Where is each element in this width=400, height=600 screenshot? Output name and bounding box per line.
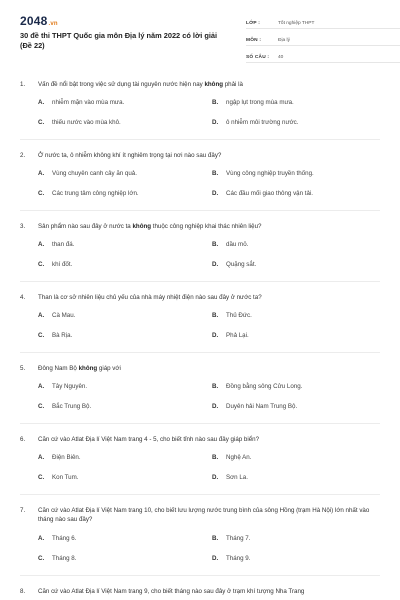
question-divider (20, 139, 380, 140)
option-letter: A. (38, 99, 45, 106)
question-number: 8. (20, 588, 26, 595)
option-text: Vùng chuyên canh cây ăn quả. (52, 170, 137, 177)
option-text: Tháng 7. (226, 535, 251, 542)
option-text: than đá. (52, 241, 75, 248)
option-letter: D. (212, 332, 219, 339)
answer-option-b[interactable] (212, 454, 251, 461)
question-5 (20, 364, 380, 373)
question-2 (20, 151, 380, 160)
question-text-pre: Ở nước ta, ô nhiễm không khí ít nghiêm trọng tại nơi nào sau đây? (38, 152, 222, 159)
option-text: Duyên hải Nam Trung Bộ. (226, 403, 298, 410)
answer-option-d[interactable] (212, 403, 297, 410)
option-text: Cà Mau. (52, 312, 76, 319)
question-text (38, 435, 380, 444)
question-divider (20, 575, 380, 576)
option-letter: B. (212, 241, 219, 248)
option-text: Tháng 6. (52, 535, 77, 542)
answer-option-a[interactable] (38, 535, 76, 542)
question-emphasis: không (132, 223, 152, 230)
option-letter: D. (212, 190, 219, 197)
answer-option-c[interactable] (38, 332, 72, 339)
option-text: Tháng 8. (52, 555, 77, 562)
logo-suffix: .vn (48, 21, 58, 27)
question-divider (20, 494, 380, 495)
answer-option-b[interactable] (212, 241, 248, 248)
option-letter: A. (38, 312, 45, 319)
option-letter: A. (38, 454, 45, 461)
option-letter: A. (38, 535, 45, 542)
option-letter: C. (38, 474, 45, 481)
meta-value: Tốt nghiệp THPT (278, 21, 315, 26)
question-text-pre: Căn cứ vào Atlat Địa lí Việt Nam trang 9, cho biết tháng nào sau đây ở trạm khí tượng Nha Trang (38, 588, 305, 595)
answer-option-a[interactable] (38, 312, 75, 319)
question-stem (20, 151, 380, 160)
answer-option-d[interactable] (212, 474, 248, 481)
answer-option-c[interactable] (38, 403, 91, 410)
document-title: 30 đề thi THPT Quốc gia môn Địa lý năm 2022 có lời giải (Đề 22) (20, 31, 218, 50)
question-1 (20, 80, 380, 89)
option-letter: C. (38, 555, 45, 562)
answer-option-c[interactable] (38, 261, 72, 268)
answer-option-b[interactable] (212, 312, 252, 319)
question-text-pre: Vấn đề nổi bật trong việc sử dụng tài nguyên nước hiện nay (38, 81, 205, 88)
meta-value: 40 (278, 55, 284, 60)
question-emphasis: không (204, 81, 224, 88)
answer-option-b[interactable] (212, 535, 250, 542)
option-text: Điện Biên. (52, 454, 81, 461)
option-text: Các đầu mối giao thông vận tải. (226, 190, 314, 197)
document-meta (246, 14, 400, 65)
question-stem (20, 587, 380, 596)
answer-option-c[interactable] (38, 119, 121, 126)
option-letter: D. (212, 474, 219, 481)
question-stem (20, 435, 380, 444)
question-stem (20, 364, 380, 373)
question-stem (20, 80, 380, 89)
answer-option-d[interactable] (212, 555, 250, 562)
answer-option-d[interactable] (212, 190, 313, 197)
answer-option-d[interactable] (212, 261, 256, 268)
question-text-post: thuộc công nghiệp khai thác nhiên liệu? (151, 223, 262, 230)
meta-key: LỚP : (246, 21, 261, 26)
question-divider (20, 210, 380, 211)
document-header (20, 14, 380, 64)
option-text: ô nhiễm môi trường nước. (226, 119, 299, 126)
option-letter: A. (38, 383, 45, 390)
question-stem (20, 222, 380, 231)
option-letter: C. (38, 403, 45, 410)
option-letter: B. (212, 535, 219, 542)
question-text-pre: Căn cứ vào Atlat Địa lí Việt Nam trang 10, cho biết lưu lượng nước trung bình của sông Hồng (trạm Hà Nội) lớn nhất vào tháng nào sau đây? (38, 507, 370, 523)
option-text: Bắc Trung Bộ. (52, 403, 92, 410)
option-letter: D. (212, 119, 219, 126)
answer-option-a[interactable] (38, 99, 124, 106)
question-divider (20, 281, 380, 282)
question-7 (20, 506, 380, 524)
option-text: thiếu nước vào mùa khô. (52, 119, 121, 126)
option-text: Phả Lại. (226, 332, 249, 339)
option-text: Các trung tâm công nghiệp lớn. (52, 190, 139, 197)
question-4 (20, 293, 380, 302)
question-text-post: giáp với (97, 365, 121, 372)
question-number: 2. (20, 152, 26, 159)
option-text: Nghệ An. (226, 454, 252, 461)
question-number: 5. (20, 365, 26, 372)
option-text: Quặng sắt. (226, 261, 257, 268)
option-letter: B. (212, 170, 219, 177)
question-text (38, 364, 380, 373)
question-text (38, 293, 380, 302)
meta-row-class (246, 14, 400, 29)
option-letter: B. (212, 312, 219, 319)
answer-option-b[interactable] (212, 170, 314, 177)
question-emphasis: không (78, 365, 98, 372)
question-divider (20, 352, 380, 353)
answer-option-a[interactable] (38, 241, 74, 248)
question-text (38, 151, 380, 160)
question-text-post: phải là (223, 81, 243, 88)
option-text: dầu mỏ. (226, 241, 249, 248)
option-text: Tháng 9. (226, 555, 251, 562)
option-letter: D. (212, 403, 219, 410)
option-letter: C. (38, 190, 45, 197)
answer-option-d[interactable] (212, 332, 249, 339)
option-letter: A. (38, 241, 45, 248)
question-text (38, 80, 380, 89)
option-text: Kon Tum. (52, 474, 79, 481)
question-text (38, 222, 380, 231)
answer-option-b[interactable] (212, 383, 302, 390)
question-text-pre: Than là cơ sở nhiên liệu chủ yếu của nhà máy nhiệt điện nào sau đây ở nước ta? (38, 294, 262, 301)
question-divider (20, 423, 380, 424)
option-letter: B. (212, 454, 219, 461)
option-text: Tây Nguyên. (52, 383, 88, 390)
answer-option-b[interactable] (212, 99, 294, 106)
option-letter: C. (38, 119, 45, 126)
option-text: khí đốt. (52, 261, 73, 268)
option-text: Đồng bằng sông Cửu Long. (226, 383, 303, 390)
question-text-pre: Đông Nam Bộ (38, 365, 79, 372)
option-letter: B. (212, 383, 219, 390)
answer-option-d[interactable] (212, 119, 298, 126)
question-stem (20, 506, 380, 524)
meta-row-count (246, 48, 400, 63)
question-number: 7. (20, 507, 26, 514)
option-text: nhiễm mặn vào mùa mưa. (52, 99, 125, 106)
option-letter: B. (212, 99, 219, 106)
option-letter: D. (212, 261, 219, 268)
answer-option-a[interactable] (38, 454, 81, 461)
option-letter: C. (38, 261, 45, 268)
answer-option-a[interactable] (38, 383, 87, 390)
answer-option-a[interactable] (38, 170, 137, 177)
question-text (38, 506, 380, 524)
answer-option-c[interactable] (38, 190, 139, 197)
option-text: Sơn La. (226, 474, 248, 481)
question-number: 4. (20, 294, 26, 301)
option-text: Bà Rịa. (52, 332, 73, 339)
meta-value: Địa lý (278, 38, 290, 43)
option-letter: C. (38, 332, 45, 339)
question-3 (20, 222, 380, 231)
answer-option-c[interactable] (38, 555, 76, 562)
option-text: Vùng công nghiệp truyền thống. (226, 170, 314, 177)
site-logo[interactable] (20, 14, 58, 28)
answer-option-c[interactable] (38, 474, 78, 481)
question-text-pre: Sản phẩm nào sau đây ở nước ta (38, 223, 133, 230)
question-6 (20, 435, 380, 444)
meta-key: SỐ CÂU : (246, 55, 270, 60)
question-8 (20, 587, 380, 596)
question-number: 6. (20, 436, 26, 443)
meta-row-subject (246, 31, 400, 46)
question-stem (20, 293, 380, 302)
option-text: Thủ Đức. (226, 312, 252, 319)
question-number: 3. (20, 223, 26, 230)
meta-key: MÔN : (246, 38, 262, 43)
option-letter: D. (212, 555, 219, 562)
logo-text: 2048 (20, 14, 48, 28)
question-text (38, 587, 380, 596)
question-text-pre: Căn cứ vào Atlat Địa lí Việt Nam trang 4 - 5, cho biết tỉnh nào sau đây giáp biển? (38, 436, 260, 443)
option-text: ngập lụt trong mùa mưa. (226, 99, 294, 106)
question-number: 1. (20, 81, 26, 88)
option-letter: A. (38, 170, 45, 177)
